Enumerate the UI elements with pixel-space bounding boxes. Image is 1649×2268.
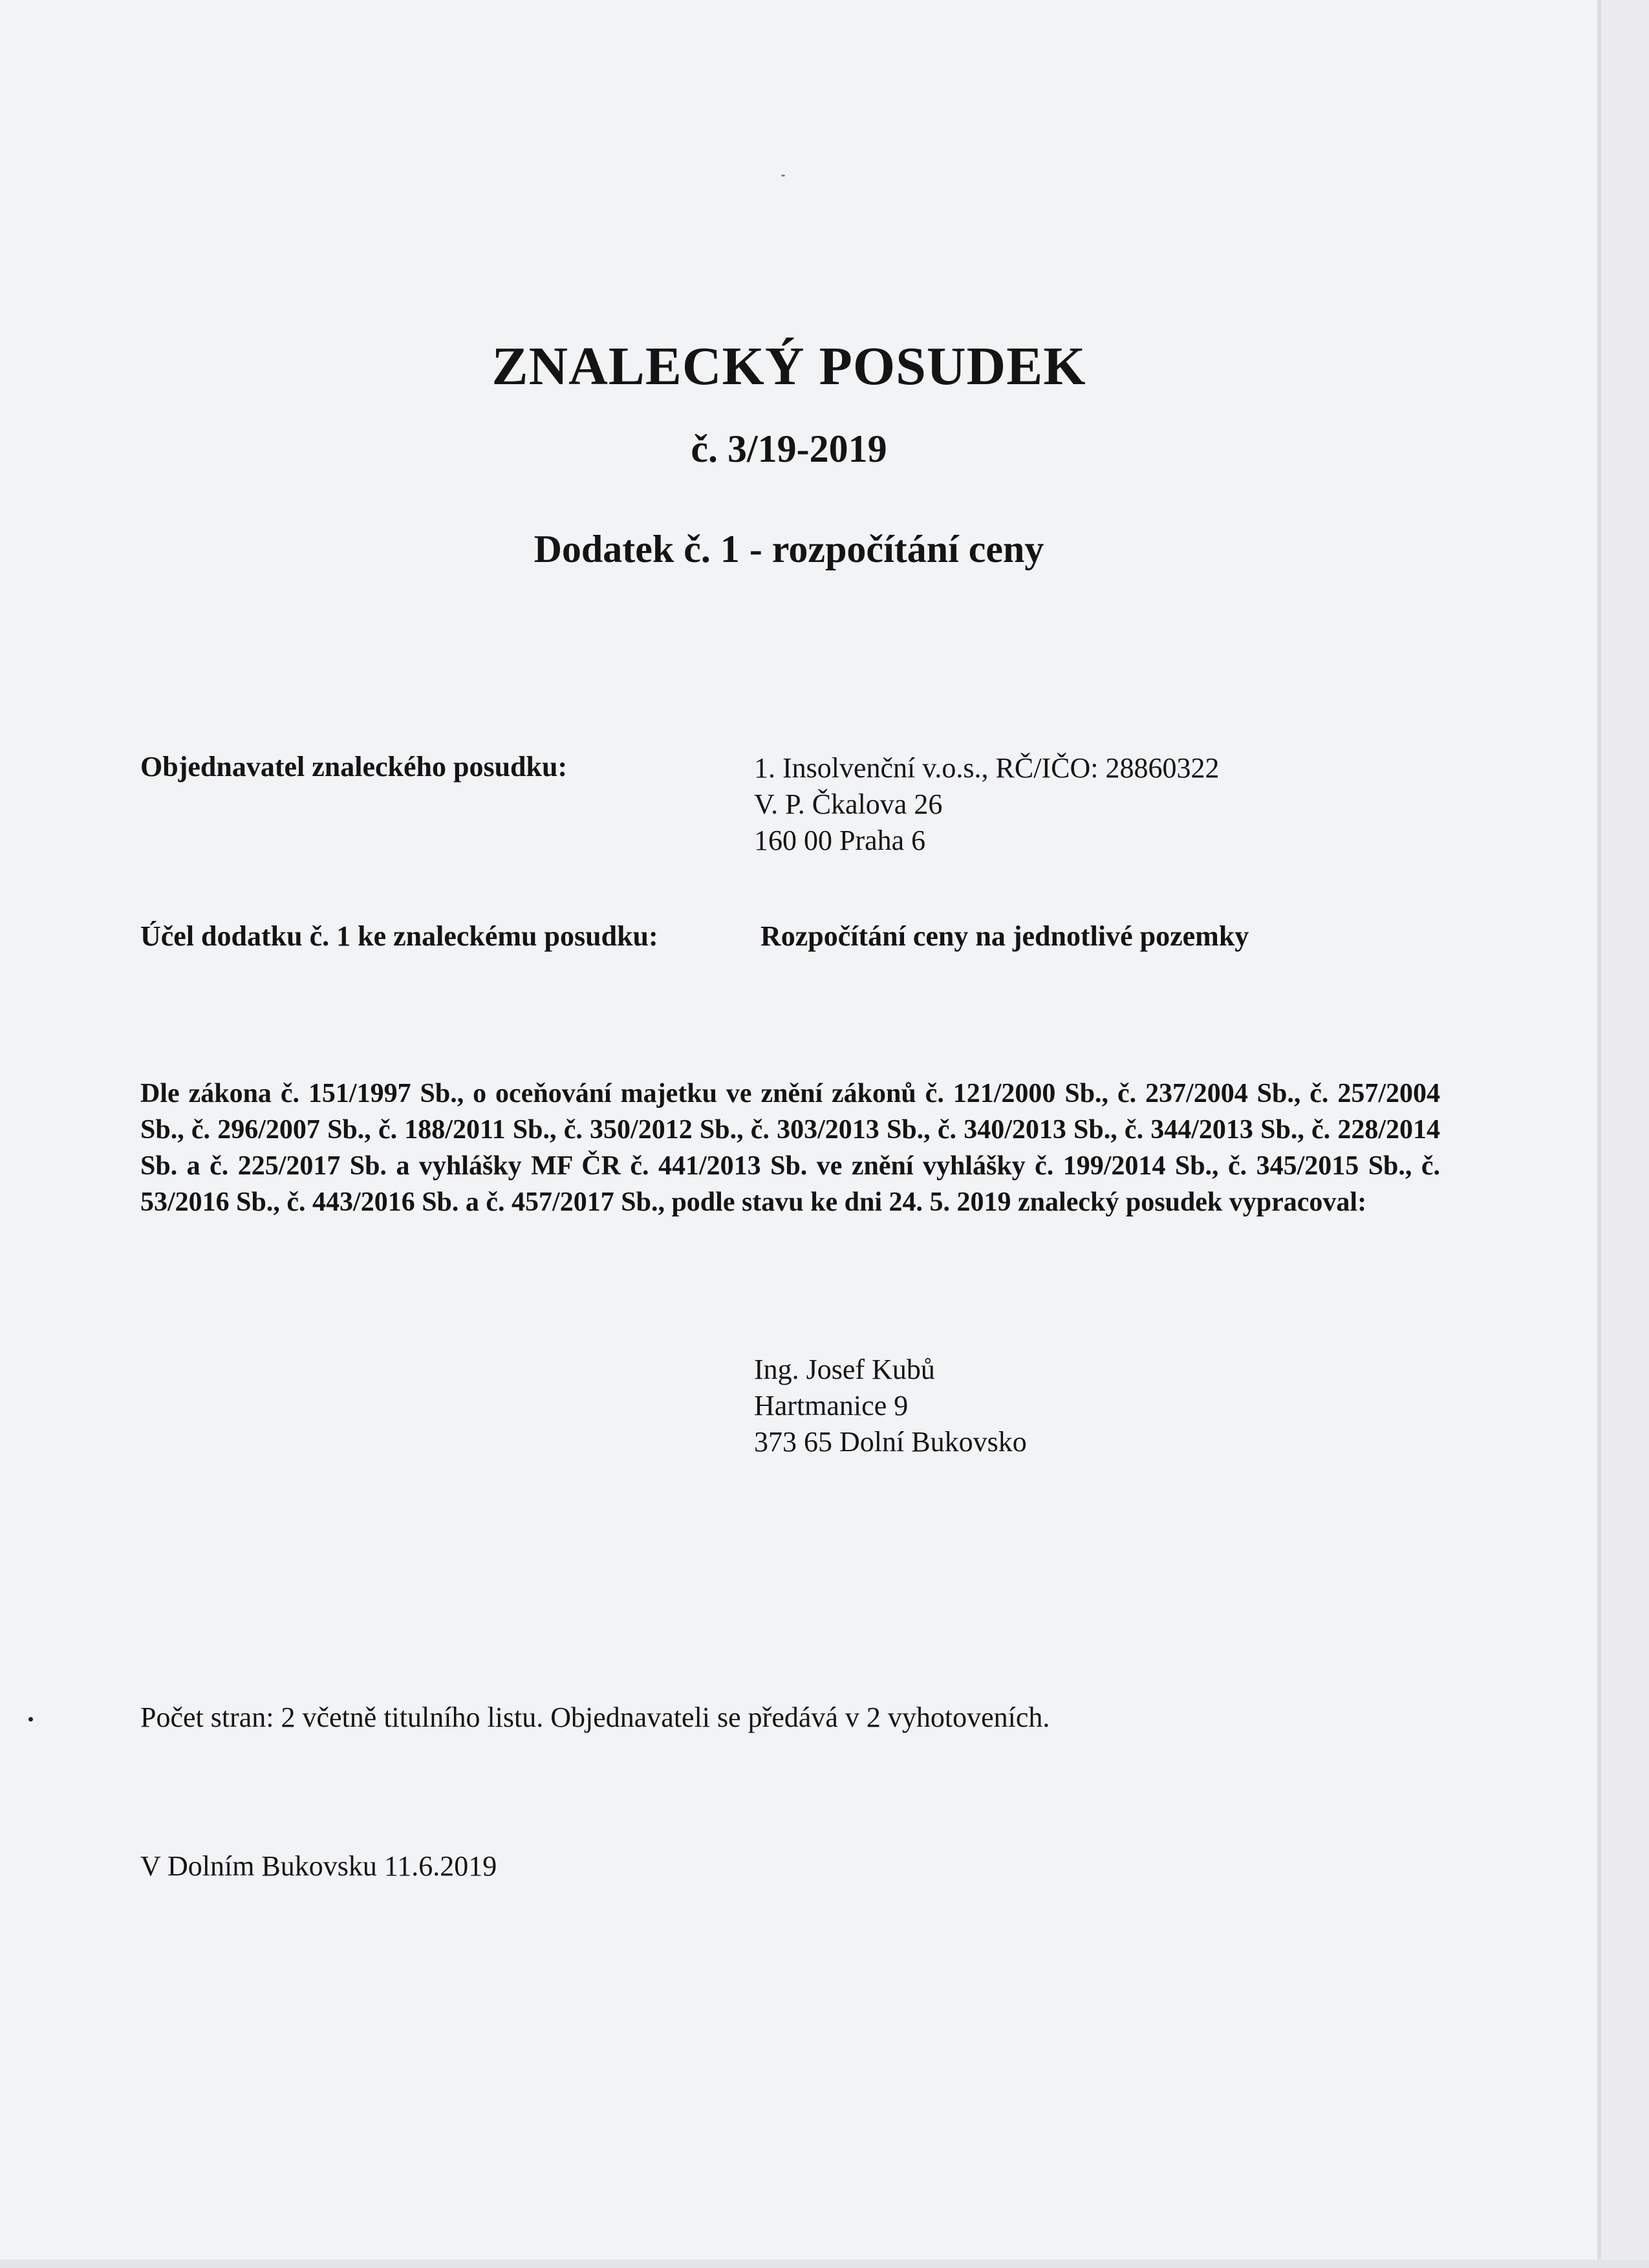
scan-speck [28,1717,33,1722]
purpose-label: Účel dodatku č. 1 ke znaleckému posudku: [140,920,658,952]
scan-speck [781,175,785,177]
page-count-note: Počet stran: 2 včetně titulního listu. Objednavateli se předává v 2 vyhotoveních. [140,1701,1050,1733]
client-name: 1. Insolvenční v.o.s., RČ/IČO: 28860322 [754,752,1220,784]
expert-city: 373 65 Dolní Bukovsko [754,1426,1027,1458]
client-address [754,750,1219,859]
scan-margin [1601,0,1649,2268]
scan-bottom-edge [0,2260,1649,2268]
client-label: Objednavatel znaleckého posudku: [140,751,568,783]
client-street: V. P. Čkalova 26 [754,788,943,820]
expert-name: Ing. Josef Kubů [754,1354,935,1385]
document-number: č. 3/19-2019 [691,427,887,470]
expert-address [754,1352,1027,1460]
legal-basis-paragraph: Dle zákona č. 151/1997 Sb., o oceňování majetku ve znění zákonů č. 121/2000 Sb., č. 237/2004 Sb., č. 257/2004 Sb., č. 296/2007 Sb., č. 188/2011 Sb., č. 350/2012 Sb., č. 303/2013 Sb., č. 340/2013 Sb., č. 344/2013 Sb., č. 228/2014 Sb. a č. 225/2017 Sb. a vyhlášky MF ČR č. 441/2013 Sb. ve znění vyhlášky č. 199/2014 Sb., č. 345/2015 Sb., č. 53/2016 Sb., č. 443/2016 Sb. a č. 457/2017 Sb., podle stavu ke dni 24. 5. 2019 znalecký posudek vypracoval: [140,1079,1440,1217]
document-title: ZNALECKÝ POSUDEK [491,336,1086,396]
client-city: 160 00 Praha 6 [754,825,926,856]
addendum-title: Dodatek č. 1 - rozpočítání ceny [534,528,1044,570]
place-and-date: V Dolním Bukovsku 11.6.2019 [140,1850,497,1882]
expert-street: Hartmanice 9 [754,1390,909,1421]
purpose-value: Rozpočítání ceny na jednotlivé pozemky [760,920,1249,952]
